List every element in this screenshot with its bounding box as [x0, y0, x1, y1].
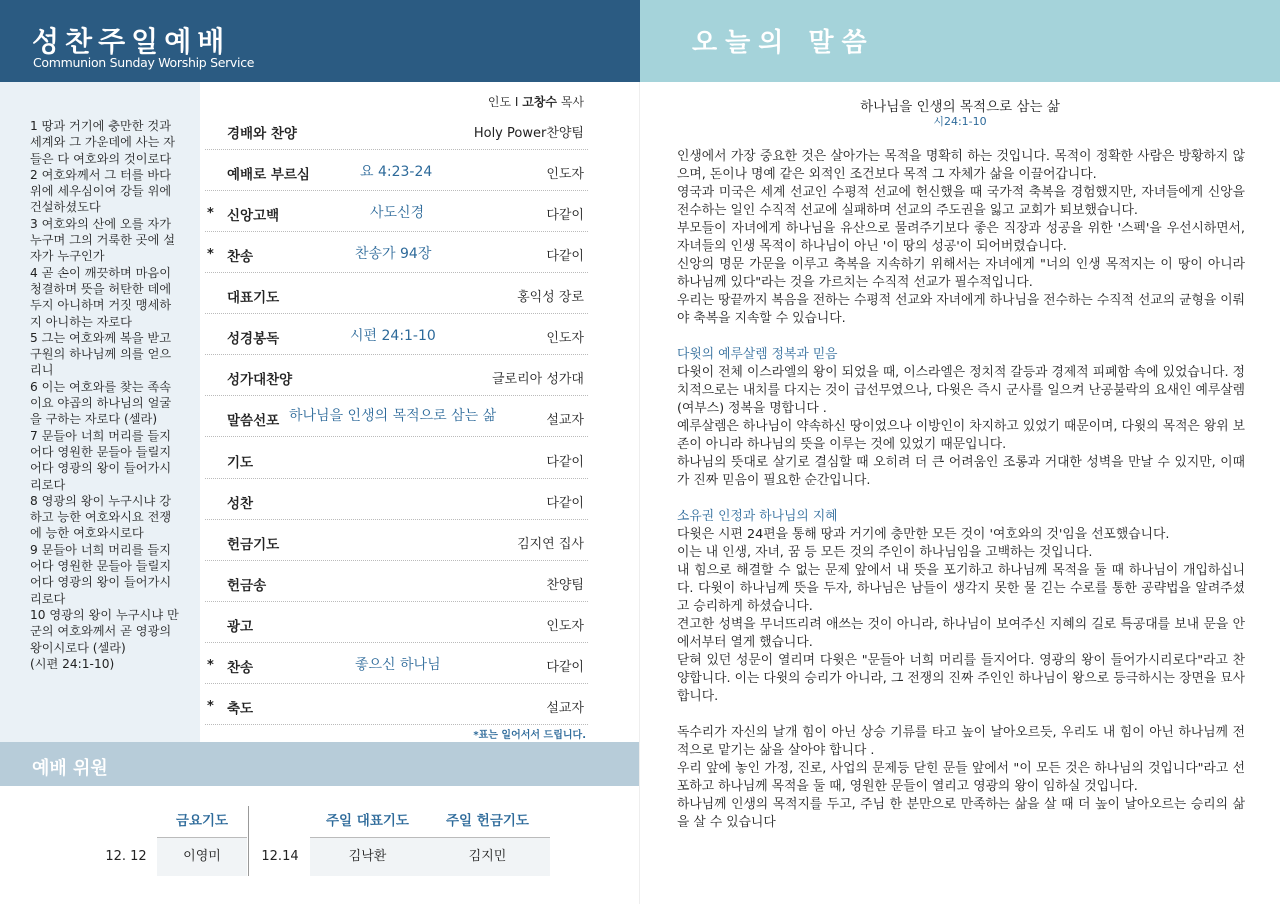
sermon-paragraph: 다윗이 전체 이스라엘의 왕이 되었을 때, 이스라엘은 정치적 갈등과 경제적 피폐함 속에 있었습니다. 정치적으로는 내치를 다지는 것이 급선무였으나, 다윗은 즉시 군사를 일으켜 난공불락의 요새인 예루살렘(여부스) 정복을 명합니다 . [677, 365, 1246, 416]
order-row [205, 355, 588, 396]
order-row [205, 191, 588, 232]
order-item-name: 성가대찬양 [227, 372, 293, 388]
order-row [205, 643, 588, 684]
psalm-line: 하고 능한 여호와시요 전쟁 [30, 510, 172, 525]
sermon-paragraph: 다윗은 시편 24편을 통해 땅과 거기에 충만한 모든 것이 '여호와의 것'임을 선포했습니다. [677, 527, 1170, 542]
friday-prayer-header: 금요기도 [175, 813, 229, 829]
psalm-line: 6 이는 여호와를 찾는 족속 [30, 379, 171, 394]
stand-note: *표는 일어서서 드립니다. [473, 730, 586, 741]
order-item-person: 홍익성 장로 [517, 290, 584, 305]
order-item-name: 헌금기도 [227, 537, 280, 553]
right-header [640, 0, 1280, 82]
psalm-line: 어다 영광의 왕이 들어가시 [30, 575, 172, 590]
psalm-line: 을 구하는 자로다 (셀라) [30, 412, 158, 427]
order-row [205, 561, 588, 602]
staff-section-bar [0, 742, 640, 786]
psalm-line: 9 문들아 너희 머리를 들지 [30, 542, 171, 557]
psalm-line: 리로다 [30, 591, 66, 606]
leader-suffix: 목사 [557, 95, 584, 109]
psalm-line: 들은 다 여호와의 것이로다 [30, 151, 172, 166]
order-item-detail: 사도신경 [370, 205, 425, 221]
sermon-title: 하나님을 인생의 목적으로 삼는 삶 [860, 99, 1060, 115]
psalm-line: 건설하셨도다 [30, 200, 101, 215]
order-row [205, 273, 588, 314]
order-item-detail: 요 4:23-24 [360, 164, 433, 180]
psalm-line: 1 땅과 거기에 충만한 것과 [30, 119, 171, 133]
order-item-person: 다같이 [546, 496, 584, 511]
psalm-line: 4 곧 손이 깨끗하며 마음이 [30, 265, 171, 280]
psalm-line: 어다 영원한 문들아 들릴지 [30, 444, 172, 459]
order-item-person: 다같이 [546, 455, 584, 470]
order-item-person: 찬양팀 [546, 578, 584, 593]
section-title: 오늘의 말씀 [692, 28, 875, 58]
order-item-person: 다같이 [546, 208, 584, 223]
order-item-name: 성경봉독 [227, 331, 280, 347]
left-header [0, 0, 640, 82]
sermon-paragraph: 이는 내 인생, 자녀, 꿈 등 모든 것의 주인이 하나님임을 고백하는 것입니다. [677, 545, 1093, 560]
sunday-date: 12.14 [261, 849, 299, 864]
order-item-name: 경배와 찬양 [227, 126, 297, 142]
psalm-line: 군의 여호와께서 곧 영광의 [30, 624, 172, 639]
order-row [205, 520, 588, 561]
psalm-line: 두지 아니하며 거짓 맹세하 [30, 298, 172, 313]
order-star: * [207, 247, 214, 262]
psalm-line: 5 그는 여호와께 복을 받고 [30, 330, 171, 345]
psalm-line: 구원의 하나님께 의를 얻으 [30, 347, 172, 362]
psalm-line: 자가 누구인가 [30, 249, 105, 264]
order-item-person: 설교자 [546, 413, 584, 428]
sermon-paragraph: 부모들이 자녀에게 하나님을 유산으로 물려주기보다 좋은 직장과 성공을 위한 '스펙'을 우선시하면서, 자녀들의 인생 목적이 하나님이 아닌 '이 땅의 성공'이 되어버렸습니다. [677, 221, 1245, 254]
sermon-heading: 다윗의 예루살렘 정복과 믿음 [677, 347, 838, 362]
order-item-detail: 하나님을 인생의 목적으로 삼는 삶 [289, 408, 497, 424]
page-title: 성찬주일예배 [32, 25, 231, 58]
table-divider [248, 806, 249, 876]
order-item-name: 대표기도 [227, 290, 280, 306]
page-subtitle: Communion Sunday Worship Service [33, 55, 255, 70]
psalm-line: 위에 세우심이여 강들 위에 [30, 184, 172, 199]
order-item-detail: 좋으신 하나님 [355, 657, 441, 673]
sermon-paragraph: 예루살렘은 하나님이 약속하신 땅이었으나 이방인이 차지하고 있었기 때문이며, 다윗의 목적은 왕위 보존이 아니라 하나님의 뜻을 이루는 것에 있었기 때문입니다. [677, 419, 1246, 452]
order-row [205, 396, 588, 437]
psalm-line: 이요 야곱의 하나님의 얼굴 [30, 396, 172, 411]
order-item-person: 김지연 집사 [517, 537, 584, 552]
sermon-paragraph: 우리 앞에 놓인 가정, 진로, 사업의 문제등 닫힌 문들 앞에서 "이 모든 것은 하나님의 것입니다"라고 선포하고 하나님께 목적을 둘 때, 영원한 문들이 열리고 영광의 왕이 임하실 것입니다. [677, 761, 1245, 794]
psalm-line: 2 여호와께서 그 터를 바다 [30, 167, 171, 182]
paragraph-gap [677, 490, 1245, 508]
psalm-line: 어다 영광의 왕이 들어가시 [30, 461, 172, 476]
order-item-person: 인도자 [546, 331, 584, 346]
paragraph-gap [677, 706, 1245, 724]
psalm-line: 세계와 그 가운데에 사는 자 [30, 135, 176, 150]
order-item-person: Holy Power찬양팀 [473, 126, 584, 141]
sermon-body [677, 148, 1245, 832]
sunday-offering-prayer-header: 주일 헌금기도 [446, 813, 529, 829]
psalm-line: 왕이시로다 (셀라) [30, 640, 126, 655]
order-item-person: 인도자 [546, 619, 584, 634]
psalm-line: 10 영광의 왕이 누구시냐 만 [30, 607, 179, 622]
friday-prayer-name: 이영미 [157, 838, 247, 876]
sunday-rep-prayer-header: 주일 대표기도 [326, 813, 409, 829]
sermon-reference: 시24:1-10 [933, 115, 987, 128]
sermon-paragraph: 하나님께 인생의 목적지를 두고, 주님 한 분만으로 만족하는 삶을 살 때 더 높이 날아오르는 승리의 삶을 살 수 있습니다 [677, 797, 1245, 830]
psalm-line: 에 능한 여호와시로다 [30, 526, 144, 541]
order-item-person: 글로리아 성가대 [491, 372, 584, 387]
order-star: * [207, 658, 214, 673]
sermon-paragraph: 견고한 성벽을 무너뜨리려 애쓰는 것이 아니라, 하나님이 보여주신 지혜의 길로 특공대를 보내 문을 안에서부터 열게 했습니다. [677, 617, 1245, 650]
order-row [205, 109, 588, 150]
order-item-name: 헌금송 [227, 578, 267, 594]
order-row [205, 150, 588, 191]
order-star: * [207, 699, 214, 714]
psalm-line: 청결하며 뜻을 허탄한 데에 [30, 281, 172, 296]
order-row [205, 314, 588, 355]
order-item-detail: 시편 24:1-10 [350, 328, 436, 344]
order-item-name: 말씀선포 [227, 413, 280, 429]
order-item-name: 예배로 부르심 [227, 167, 310, 183]
psalm-text [30, 118, 190, 672]
psalm-line: 3 여호와의 산에 오를 자가 [30, 216, 171, 231]
psalm-line: (시편 24:1-10) [30, 656, 115, 671]
order-item-detail: 찬송가 94장 [355, 246, 432, 262]
sermon-paragraph: 독수리가 자신의 날개 힘이 아닌 상승 기류를 타고 높이 날아오르듯, 우리도 내 힘이 아닌 하나님께 전적으로 맡기는 삶을 살아야 합니다 . [677, 725, 1245, 758]
sunday-rep-prayer-name: 김낙환 [310, 838, 425, 876]
order-item-name: 광고 [227, 619, 254, 635]
psalm-line: 7 문들아 너희 머리를 들지 [30, 428, 171, 443]
order-item-name: 기도 [227, 455, 254, 471]
order-item-name: 찬송 [227, 660, 254, 676]
sermon-paragraph: 닫혀 있던 성문이 열리며 다윗은 "문들아 너희 머리를 들지어다. 영광의 왕이 들어가시리로다"라고 찬양합니다. 이는 다윗의 승리가 아니라, 그 전쟁의 진짜 주인인 하나님이 왕으로 등극하시는 장면을 묘사합니다. [677, 653, 1245, 704]
sermon-heading: 소유권 인정과 하나님의 지혜 [677, 509, 838, 524]
order-item-person: 설교자 [546, 701, 584, 716]
friday-date: 12. 12 [105, 849, 147, 864]
order-row [205, 479, 588, 520]
order-row [205, 684, 588, 725]
psalm-line: 어다 영원한 문들아 들릴지 [30, 559, 172, 574]
sermon-paragraph: 우리는 땅끝까지 복음을 전하는 수평적 선교와 자녀에게 하나님을 전수하는 수직적 선교의 균형을 이뤄야 축복을 지속할 수 있습니다. [677, 293, 1246, 326]
paragraph-gap [677, 328, 1245, 346]
order-item-person: 다같이 [546, 249, 584, 264]
psalm-line: 8 영광의 왕이 누구시냐 강 [30, 493, 171, 508]
sunday-offering-prayer-name: 김지민 [425, 838, 550, 876]
bulletin-right-page [640, 0, 1280, 904]
order-item-name: 찬송 [227, 249, 254, 265]
sermon-paragraph: 내 힘으로 해결할 수 없는 문제 앞에서 내 뜻을 포기하고 하나님께 목적을 둘 때 하나님이 개입하십니다. 다윗이 하나님께 뜻을 두자, 하나님은 남들이 생각지 못한 물 긷는 수로를 통한 공략법을 알려주셨고 승리하게 하셨습니다. [677, 563, 1245, 614]
sermon-paragraph: 영국과 미국은 세계 선교인 수평적 선교에 헌신했을 때 국가적 축복을 경험했지만, 자녀들에게 신앙을 전수하는 일인 수직적 선교에 실패하며 선교의 주도권을 잃고 교회가 퇴보했습니다. [677, 185, 1245, 218]
sermon-paragraph: 신앙의 명문 가문을 이루고 축복을 지속하기 위해서는 자녀에게 "너의 인생 목적지는 이 땅이 아니라 하나님께 있다"라는 것을 가르치는 수직적 선교가 필수적입니다. [677, 257, 1245, 290]
order-item-name: 축도 [227, 701, 254, 717]
sermon-paragraph: 하나님의 뜻대로 살기로 결심할 때 오히려 더 큰 어려움인 조롱과 거대한 성벽을 만날 수 있지만, 이때가 진짜 믿음이 필요한 순간입니다. [677, 455, 1245, 488]
order-item-person: 다같이 [546, 660, 584, 675]
order-row [205, 602, 588, 643]
order-item-name: 신앙고백 [227, 208, 280, 224]
leader-prefix: 인도 I [487, 95, 523, 109]
order-row [205, 438, 588, 479]
worship-leader [488, 93, 584, 110]
psalm-line: 지 아니하는 자로다 [30, 314, 132, 329]
sermon-paragraph: 인생에서 가장 중요한 것은 살아가는 목적을 명확히 하는 것입니다. 목적이 정확한 사람은 방황하지 않으며, 돈이나 명예 같은 외적인 조건보다 목적 그 자체가 삶을 이끌어갑니다. [677, 149, 1245, 182]
order-item-person: 인도자 [546, 167, 584, 182]
psalm-line: 누구며 그의 거룩한 곳에 설 [30, 233, 176, 248]
psalm-line: 리니 [30, 363, 54, 378]
order-star: * [207, 206, 214, 221]
psalm-line: 리로다 [30, 477, 66, 492]
leader-name: 고창수 [522, 95, 557, 109]
staff-section-title: 예배 위원 [32, 758, 108, 779]
order-item-name: 성찬 [227, 496, 254, 512]
order-row [205, 232, 588, 273]
